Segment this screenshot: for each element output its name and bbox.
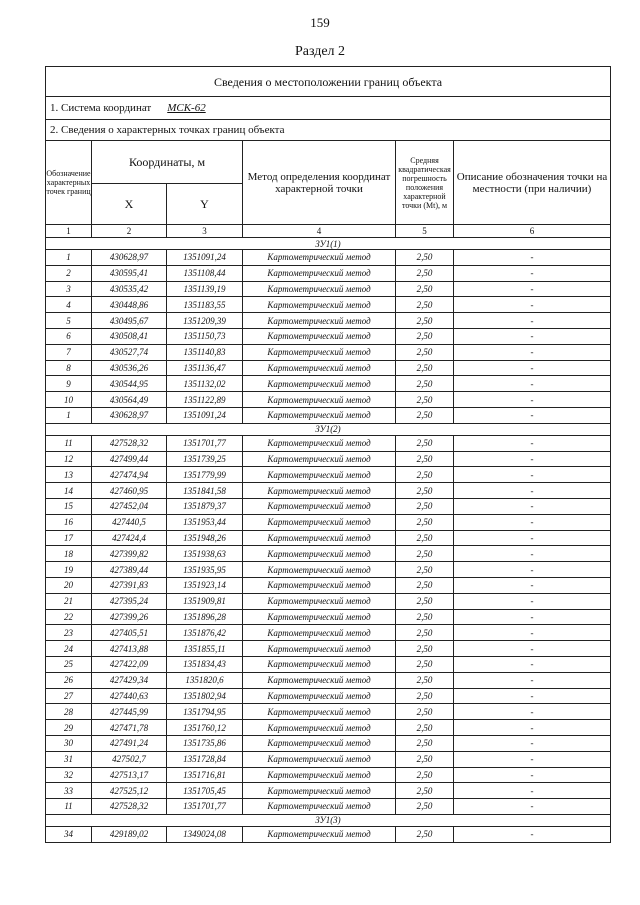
method-cell: Картометрический метод <box>243 656 396 672</box>
method-cell: Картометрический метод <box>243 577 396 593</box>
error-cell: 2,50 <box>396 609 454 625</box>
description-cell: - <box>454 407 611 423</box>
description-cell: - <box>454 376 611 392</box>
point-cell: 12 <box>46 451 92 467</box>
y-cell: 1351183,55 <box>167 297 243 313</box>
y-cell: 1349024,08 <box>167 826 243 842</box>
table-row <box>46 577 611 593</box>
header-point: Обозначение характерных точек границ <box>46 141 92 225</box>
coordinate-system-label: 1. Система координат <box>50 102 152 114</box>
description-cell: - <box>454 313 611 329</box>
method-cell: Картометрический метод <box>243 826 396 842</box>
method-cell: Картометрический метод <box>243 265 396 281</box>
x-cell: 427491,24 <box>92 735 167 751</box>
error-cell: 2,50 <box>396 265 454 281</box>
x-cell: 430448,86 <box>92 297 167 313</box>
point-cell: 2 <box>46 265 92 281</box>
x-cell: 427395,24 <box>92 593 167 609</box>
point-cell: 21 <box>46 593 92 609</box>
method-cell: Картометрический метод <box>243 451 396 467</box>
description-cell: - <box>454 783 611 799</box>
description-cell: - <box>454 360 611 376</box>
method-cell: Картометрический метод <box>243 467 396 483</box>
point-cell: 30 <box>46 735 92 751</box>
table-row <box>46 783 611 799</box>
error-cell: 2,50 <box>396 577 454 593</box>
description-cell: - <box>454 250 611 266</box>
table-row <box>46 328 611 344</box>
x-cell: 430595,41 <box>92 265 167 281</box>
y-cell: 1351728,84 <box>167 751 243 767</box>
point-cell: 19 <box>46 562 92 578</box>
x-cell: 427499,44 <box>92 451 167 467</box>
description-cell: - <box>454 297 611 313</box>
error-cell: 2,50 <box>396 435 454 451</box>
y-cell: 1351701,77 <box>167 799 243 815</box>
x-cell: 427389,44 <box>92 562 167 578</box>
table-row <box>46 344 611 360</box>
method-cell: Картометрический метод <box>243 328 396 344</box>
error-cell: 2,50 <box>396 656 454 672</box>
table-row <box>46 688 611 704</box>
method-cell: Картометрический метод <box>243 783 396 799</box>
y-cell: 1351855,11 <box>167 641 243 657</box>
group-header-row <box>46 238 611 250</box>
error-cell: 2,50 <box>396 498 454 514</box>
point-cell: 10 <box>46 392 92 408</box>
coordinate-system-row <box>46 97 611 120</box>
x-cell: 427525,12 <box>92 783 167 799</box>
y-cell: 1351735,86 <box>167 735 243 751</box>
description-cell: - <box>454 609 611 625</box>
error-cell: 2,50 <box>396 593 454 609</box>
y-cell: 1351820,6 <box>167 672 243 688</box>
description-cell: - <box>454 799 611 815</box>
method-cell: Картометрический метод <box>243 281 396 297</box>
table-row <box>46 250 611 266</box>
description-cell: - <box>454 546 611 562</box>
y-cell: 1351953,44 <box>167 514 243 530</box>
method-cell: Картометрический метод <box>243 344 396 360</box>
method-cell: Картометрический метод <box>243 250 396 266</box>
error-cell: 2,50 <box>396 704 454 720</box>
point-cell: 1 <box>46 407 92 423</box>
table-row <box>46 435 611 451</box>
y-cell: 1351879,37 <box>167 498 243 514</box>
error-cell: 2,50 <box>396 799 454 815</box>
error-cell: 2,50 <box>396 360 454 376</box>
description-cell: - <box>454 641 611 657</box>
method-cell: Картометрический метод <box>243 562 396 578</box>
method-cell: Картометрический метод <box>243 593 396 609</box>
error-cell: 2,50 <box>396 297 454 313</box>
point-cell: 24 <box>46 641 92 657</box>
table-row <box>46 625 611 641</box>
header-method: Метод определения координат характерной точки <box>243 141 396 225</box>
error-cell: 2,50 <box>396 562 454 578</box>
y-cell: 1351739,25 <box>167 451 243 467</box>
description-cell: - <box>454 672 611 688</box>
table-row <box>46 376 611 392</box>
table-row <box>46 609 611 625</box>
y-cell: 1351139,19 <box>167 281 243 297</box>
group-name: ЗУ1(3) <box>46 814 611 826</box>
x-cell: 427460,95 <box>92 483 167 499</box>
y-cell: 1351909,81 <box>167 593 243 609</box>
method-cell: Картометрический метод <box>243 297 396 313</box>
x-cell: 430628,97 <box>92 407 167 423</box>
x-cell: 430564,49 <box>92 392 167 408</box>
point-cell: 31 <box>46 751 92 767</box>
point-cell: 14 <box>46 483 92 499</box>
method-cell: Картометрический метод <box>243 609 396 625</box>
x-cell: 427502,7 <box>92 751 167 767</box>
description-cell: - <box>454 498 611 514</box>
x-cell: 427440,5 <box>92 514 167 530</box>
point-cell: 1 <box>46 250 92 266</box>
table-row <box>46 265 611 281</box>
column-number: 2 <box>92 225 167 238</box>
point-cell: 13 <box>46 467 92 483</box>
point-cell: 18 <box>46 546 92 562</box>
column-number: 1 <box>46 225 92 238</box>
point-cell: 8 <box>46 360 92 376</box>
y-cell: 1351150,73 <box>167 328 243 344</box>
method-cell: Картометрический метод <box>243 799 396 815</box>
error-cell: 2,50 <box>396 344 454 360</box>
error-cell: 2,50 <box>396 328 454 344</box>
x-cell: 427471,78 <box>92 720 167 736</box>
method-cell: Картометрический метод <box>243 483 396 499</box>
description-cell: - <box>454 483 611 499</box>
description-cell: - <box>454 735 611 751</box>
y-cell: 1351938,63 <box>167 546 243 562</box>
point-cell: 11 <box>46 799 92 815</box>
method-cell: Картометрический метод <box>243 688 396 704</box>
table-row <box>46 360 611 376</box>
y-cell: 1351802,94 <box>167 688 243 704</box>
table-row <box>46 281 611 297</box>
group-header-row <box>46 423 611 435</box>
point-cell: 5 <box>46 313 92 329</box>
description-cell: - <box>454 451 611 467</box>
section2-label: 2. Сведения о характерных точках границ объекта <box>46 120 611 141</box>
header-x: X <box>92 184 167 225</box>
description-cell: - <box>454 767 611 783</box>
x-cell: 430536,26 <box>92 360 167 376</box>
table-row <box>46 799 611 815</box>
table-row <box>46 392 611 408</box>
method-cell: Картометрический метод <box>243 407 396 423</box>
description-cell: - <box>454 530 611 546</box>
table-row <box>46 751 611 767</box>
y-cell: 1351834,43 <box>167 656 243 672</box>
description-cell: - <box>454 467 611 483</box>
description-cell: - <box>454 720 611 736</box>
section-title: Раздел 2 <box>294 44 346 59</box>
table-row <box>46 514 611 530</box>
error-cell: 2,50 <box>396 688 454 704</box>
method-cell: Картометрический метод <box>243 720 396 736</box>
column-number: 6 <box>454 225 611 238</box>
y-cell: 1351132,02 <box>167 376 243 392</box>
point-cell: 3 <box>46 281 92 297</box>
x-cell: 430495,67 <box>92 313 167 329</box>
x-cell: 427424,4 <box>92 530 167 546</box>
table-row <box>46 313 611 329</box>
x-cell: 427422,09 <box>92 656 167 672</box>
column-number: 4 <box>243 225 396 238</box>
x-cell: 430527,74 <box>92 344 167 360</box>
error-cell: 2,50 <box>396 250 454 266</box>
point-cell: 23 <box>46 625 92 641</box>
table-row <box>46 407 611 423</box>
y-cell: 1351140,83 <box>167 344 243 360</box>
description-cell: - <box>454 688 611 704</box>
y-cell: 1351108,44 <box>167 265 243 281</box>
point-cell: 33 <box>46 783 92 799</box>
description-cell: - <box>454 392 611 408</box>
point-cell: 26 <box>46 672 92 688</box>
table-row <box>46 297 611 313</box>
description-cell: - <box>454 751 611 767</box>
point-cell: 32 <box>46 767 92 783</box>
y-cell: 1351876,42 <box>167 625 243 641</box>
y-cell: 1351779,99 <box>167 467 243 483</box>
method-cell: Картометрический метод <box>243 735 396 751</box>
table-row <box>46 546 611 562</box>
error-cell: 2,50 <box>396 751 454 767</box>
table-row <box>46 735 611 751</box>
table-row <box>46 451 611 467</box>
x-cell: 427429,34 <box>92 672 167 688</box>
y-cell: 1351794,95 <box>167 704 243 720</box>
x-cell: 427513,17 <box>92 767 167 783</box>
table-row <box>46 767 611 783</box>
error-cell: 2,50 <box>396 376 454 392</box>
error-cell: 2,50 <box>396 392 454 408</box>
method-cell: Картометрический метод <box>243 435 396 451</box>
y-cell: 1351896,28 <box>167 609 243 625</box>
method-cell: Картометрический метод <box>243 376 396 392</box>
x-cell: 429189,02 <box>92 826 167 842</box>
method-cell: Картометрический метод <box>243 514 396 530</box>
error-cell: 2,50 <box>396 407 454 423</box>
group-name: ЗУ1(2) <box>46 423 611 435</box>
table-row <box>46 530 611 546</box>
description-cell: - <box>454 281 611 297</box>
method-cell: Картометрический метод <box>243 625 396 641</box>
error-cell: 2,50 <box>396 281 454 297</box>
header-description: Описание обозначения точки на местности (при наличии) <box>454 141 611 225</box>
method-cell: Картометрический метод <box>243 498 396 514</box>
point-cell: 27 <box>46 688 92 704</box>
point-cell: 17 <box>46 530 92 546</box>
method-cell: Картометрический метод <box>243 546 396 562</box>
point-cell: 4 <box>46 297 92 313</box>
table-row <box>46 720 611 736</box>
x-cell: 427474,94 <box>92 467 167 483</box>
description-cell: - <box>454 265 611 281</box>
description-cell: - <box>454 435 611 451</box>
error-cell: 2,50 <box>396 783 454 799</box>
x-cell: 430628,97 <box>92 250 167 266</box>
table-row <box>46 672 611 688</box>
boundary-points-table <box>45 66 611 843</box>
point-cell: 22 <box>46 609 92 625</box>
y-cell: 1351701,77 <box>167 435 243 451</box>
error-cell: 2,50 <box>396 514 454 530</box>
point-cell: 7 <box>46 344 92 360</box>
y-cell: 1351705,45 <box>167 783 243 799</box>
point-cell: 15 <box>46 498 92 514</box>
x-cell: 427405,51 <box>92 625 167 641</box>
table-row <box>46 593 611 609</box>
table-row <box>46 562 611 578</box>
error-cell: 2,50 <box>396 451 454 467</box>
x-cell: 427445,99 <box>92 704 167 720</box>
error-cell: 2,50 <box>396 735 454 751</box>
table-row <box>46 826 611 842</box>
column-number: 3 <box>167 225 243 238</box>
description-cell: - <box>454 625 611 641</box>
y-cell: 1351948,26 <box>167 530 243 546</box>
x-cell: 427528,32 <box>92 435 167 451</box>
x-cell: 427399,26 <box>92 609 167 625</box>
y-cell: 1351091,24 <box>167 407 243 423</box>
x-cell: 427440,63 <box>92 688 167 704</box>
method-cell: Картометрический метод <box>243 641 396 657</box>
y-cell: 1351760,12 <box>167 720 243 736</box>
column-number: 5 <box>396 225 454 238</box>
description-cell: - <box>454 826 611 842</box>
y-cell: 1351923,14 <box>167 577 243 593</box>
error-cell: 2,50 <box>396 767 454 783</box>
description-cell: - <box>454 577 611 593</box>
x-cell: 430544,95 <box>92 376 167 392</box>
x-cell: 427528,32 <box>92 799 167 815</box>
table-row <box>46 483 611 499</box>
description-cell: - <box>454 704 611 720</box>
method-cell: Картометрический метод <box>243 704 396 720</box>
header-y: Y <box>167 184 243 225</box>
point-cell: 20 <box>46 577 92 593</box>
header-coords: Координаты, м <box>92 141 243 184</box>
table-row <box>46 467 611 483</box>
y-cell: 1351209,39 <box>167 313 243 329</box>
x-cell: 427413,88 <box>92 641 167 657</box>
page-number: 159 <box>310 15 330 30</box>
table-row <box>46 704 611 720</box>
description-cell: - <box>454 514 611 530</box>
x-cell: 427399,82 <box>92 546 167 562</box>
method-cell: Картометрический метод <box>243 672 396 688</box>
error-cell: 2,50 <box>396 625 454 641</box>
method-cell: Картометрический метод <box>243 767 396 783</box>
y-cell: 1351122,89 <box>167 392 243 408</box>
error-cell: 2,50 <box>396 483 454 499</box>
description-cell: - <box>454 328 611 344</box>
table-title: Сведения о местоположении границ объекта <box>46 67 611 97</box>
point-cell: 34 <box>46 826 92 842</box>
y-cell: 1351716,81 <box>167 767 243 783</box>
method-cell: Картометрический метод <box>243 530 396 546</box>
group-name: ЗУ1(1) <box>46 238 611 250</box>
error-cell: 2,50 <box>396 826 454 842</box>
point-cell: 25 <box>46 656 92 672</box>
error-cell: 2,50 <box>396 467 454 483</box>
y-cell: 1351841,58 <box>167 483 243 499</box>
x-cell: 427391,83 <box>92 577 167 593</box>
error-cell: 2,50 <box>396 546 454 562</box>
point-cell: 9 <box>46 376 92 392</box>
method-cell: Картометрический метод <box>243 751 396 767</box>
x-cell: 427452,04 <box>92 498 167 514</box>
table-row <box>46 641 611 657</box>
y-cell: 1351136,47 <box>167 360 243 376</box>
description-cell: - <box>454 344 611 360</box>
description-cell: - <box>454 593 611 609</box>
error-cell: 2,50 <box>396 720 454 736</box>
point-cell: 28 <box>46 704 92 720</box>
x-cell: 430508,41 <box>92 328 167 344</box>
point-cell: 16 <box>46 514 92 530</box>
point-cell: 29 <box>46 720 92 736</box>
y-cell: 1351935,95 <box>167 562 243 578</box>
description-cell: - <box>454 562 611 578</box>
point-cell: 11 <box>46 435 92 451</box>
point-cell: 6 <box>46 328 92 344</box>
method-cell: Картометрический метод <box>243 360 396 376</box>
group-header-row <box>46 814 611 826</box>
method-cell: Картометрический метод <box>243 313 396 329</box>
x-cell: 430535,42 <box>92 281 167 297</box>
method-cell: Картометрический метод <box>243 392 396 408</box>
description-cell: - <box>454 656 611 672</box>
table-row <box>46 498 611 514</box>
coordinate-system-value: МСК-62 <box>167 102 206 114</box>
error-cell: 2,50 <box>396 641 454 657</box>
error-cell: 2,50 <box>396 313 454 329</box>
error-cell: 2,50 <box>396 672 454 688</box>
error-cell: 2,50 <box>396 530 454 546</box>
table-row <box>46 656 611 672</box>
y-cell: 1351091,24 <box>167 250 243 266</box>
header-error: Средняя квадратическая погрешность положения характерной точки (Mt), м <box>396 141 454 225</box>
